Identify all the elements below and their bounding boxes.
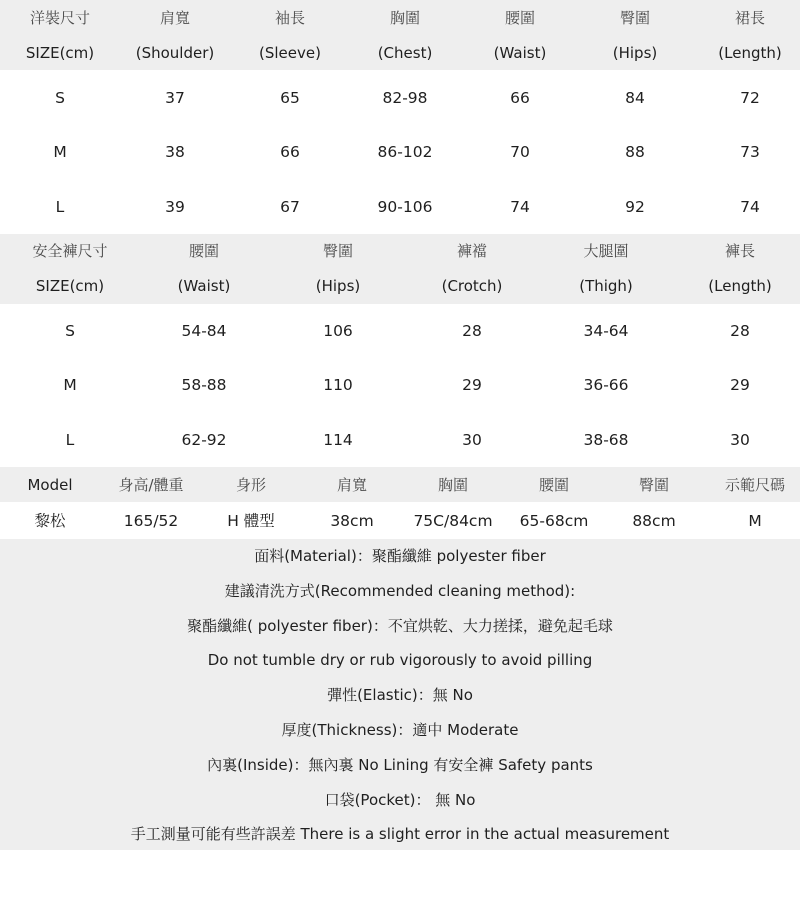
dress-col-size-en: SIZE(cm) [25,44,95,62]
shorts-header-en-row [0,268,800,304]
table-row [0,189,800,225]
model-col-model: Model [27,476,73,494]
table-cell: 58-88 [181,376,227,394]
table-cell: 73 [740,143,760,161]
dress-col-size-zh: 洋裝尺寸 [29,9,91,27]
model-col-hips: 臀圍 [638,476,670,494]
cleaning-instruction-zh: 聚酯纖維( polyester fiber)：不宜烘乾、大力搓揉，避免起毛球 [187,617,613,635]
table-cell: 38 [165,143,185,161]
elastic-info: 彈性(Elastic)：無 No [327,686,473,704]
shorts-col-waist-en: (Waist) [177,277,231,295]
pocket-info: 口袋(Pocket)： 無 No [324,791,476,809]
table-cell: 72 [740,89,760,107]
table-cell: 29 [730,376,750,394]
dress-col-hips-zh: 臀圍 [619,9,651,27]
shorts-col-size-zh: 安全褲尺寸 [32,242,108,260]
table-cell: 62-92 [181,431,227,449]
table-cell: 106 [323,322,353,340]
shorts-col-hips-en: (Hips) [315,277,361,295]
shorts-size-m: M [63,376,77,394]
table-cell: 54-84 [181,322,227,340]
shorts-col-crotch-en: (Crotch) [441,277,503,295]
table-cell: 70 [510,143,530,161]
model-col-waist: 腰圍 [538,476,570,494]
model-hips: 88cm [632,512,676,530]
dress-col-sleeve-en: (Sleeve) [259,44,321,62]
shorts-col-thigh-zh: 大腿圍 [583,242,629,260]
shorts-col-waist-zh: 腰圍 [188,242,220,260]
lining-info: 內裏(Inside)：無內裏 No Lining 有安全褲 Safety pants [207,756,593,774]
table-cell: 65 [280,89,300,107]
table-row [0,80,800,116]
table-cell: 66 [510,89,530,107]
table-cell: 30 [730,431,750,449]
table-cell: 28 [730,322,750,340]
model-col-height-weight: 身高/體重 [118,476,184,494]
table-cell: 67 [280,198,300,216]
dress-size-s: S [55,89,65,107]
model-name: 黎松 [34,512,66,530]
model-col-shoulder: 肩寬 [336,476,368,494]
shorts-col-hips-zh: 臀圍 [322,242,354,260]
dress-col-shoulder-zh: 肩寬 [159,9,191,27]
table-cell: 114 [323,431,353,449]
table-cell: 39 [165,198,185,216]
dress-col-chest-zh: 胸圍 [389,9,421,27]
model-body-type: H 體型 [227,512,275,530]
shorts-size-l: L [65,431,75,449]
dress-col-waist-zh: 腰圍 [504,9,536,27]
table-row [0,134,800,170]
table-cell: 90-106 [377,198,433,216]
dress-header-en-row [0,35,800,71]
model-chest: 75C/84cm [413,512,493,530]
model-size-worn: M [748,512,762,530]
shorts-size-s: S [65,322,75,340]
model-shoulder: 38cm [330,512,374,530]
table-cell: 86-102 [377,143,433,161]
dress-size-l: L [55,198,65,216]
shorts-col-size-en: SIZE(cm) [35,277,105,295]
shorts-col-crotch-zh: 褲襠 [456,242,488,260]
cleaning-title: 建議清洗方式(Recommended cleaning method): [224,582,576,600]
table-cell: 34-64 [583,322,629,340]
model-col-body-type: 身形 [235,476,267,494]
dress-size-m: M [53,143,67,161]
measurement-note: 手工測量可能有些許誤差 There is a slight error in the actual measurement [130,825,670,843]
shorts-col-thigh-en: (Thigh) [579,277,633,295]
model-header-row [0,467,800,503]
cleaning-instruction-en: Do not tumble dry or rub vigorously to avoid pilling [207,651,593,669]
table-row [0,313,800,349]
table-cell: 66 [280,143,300,161]
model-height-weight: 165/52 [123,512,179,530]
table-row [0,367,800,403]
table-cell: 88 [625,143,645,161]
model-col-chest: 胸圍 [437,476,469,494]
table-cell: 110 [323,376,353,394]
dress-col-waist-en: (Waist) [493,44,547,62]
table-cell: 30 [462,431,482,449]
table-cell: 28 [462,322,482,340]
dress-col-chest-en: (Chest) [377,44,433,62]
table-cell: 74 [740,198,760,216]
dress-col-length-zh: 裙長 [734,9,766,27]
dress-col-hips-en: (Hips) [612,44,658,62]
table-cell: 38-68 [583,431,629,449]
table-cell: 37 [165,89,185,107]
model-values-row [0,503,800,539]
table-cell: 74 [510,198,530,216]
model-col-size-worn: 示範尺碼 [724,476,786,494]
table-cell: 29 [462,376,482,394]
table-cell: 84 [625,89,645,107]
dress-col-length-en: (Length) [718,44,782,62]
model-waist: 65-68cm [519,512,589,530]
table-row [0,422,800,458]
shorts-header-zh-row [0,233,800,269]
table-cell: 92 [625,198,645,216]
table-cell: 36-66 [583,376,629,394]
shorts-col-length-en: (Length) [708,277,772,295]
shorts-col-length-zh: 褲長 [724,242,756,260]
dress-col-sleeve-zh: 袖長 [274,9,306,27]
material-info: 面料(Material)：聚酯纖維 polyester fiber [254,547,546,565]
dress-col-shoulder-en: (Shoulder) [135,44,215,62]
thickness-info: 厚度(Thickness)：適中 Moderate [281,721,519,739]
dress-header-zh-row [0,0,800,36]
table-cell: 82-98 [382,89,428,107]
